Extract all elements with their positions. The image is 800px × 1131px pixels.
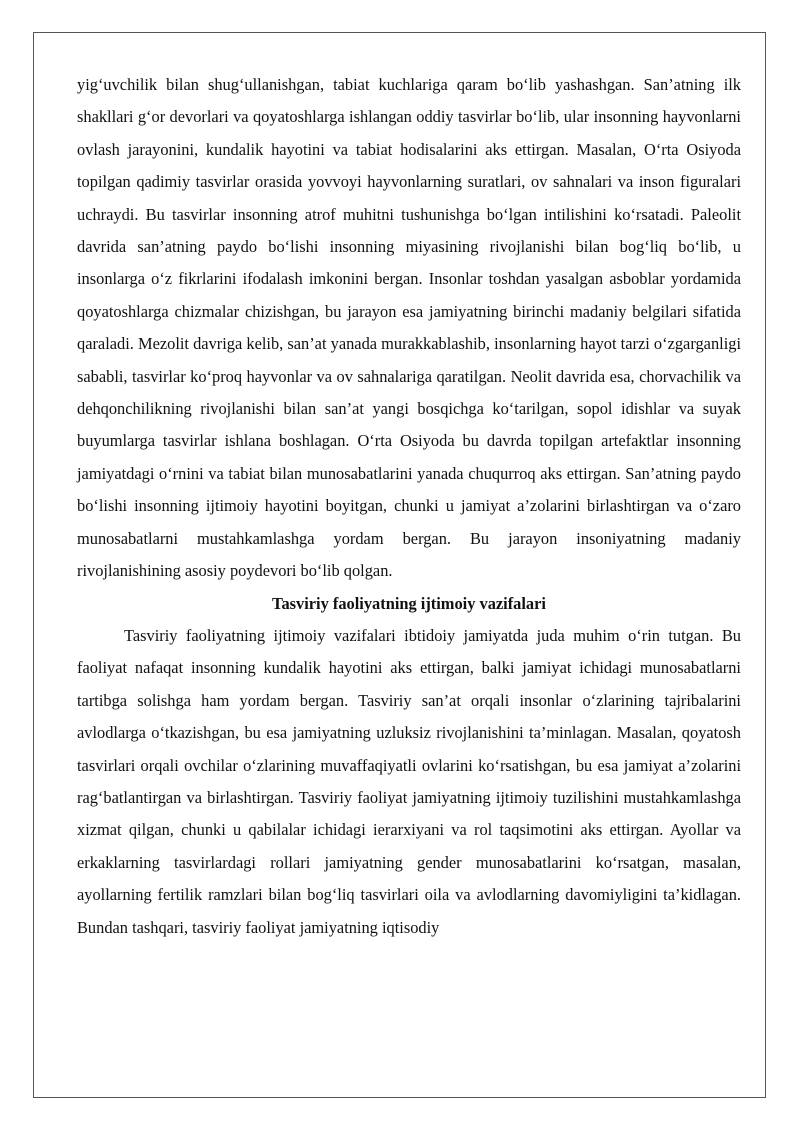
body-paragraph: Tasviriy faoliyatning ijtimoiy vazifalari ibtidoiy jamiyatda juda muhim o‘rin tutgan. Bu faoliyat nafaqat insonning kundalik hayotini aks ettirgan, balki jamiyat ichidagi munosabatlarni tartibga solishga ham yordam bergan. Tasviriy san’at orqali insonlar o‘zlarining tajribalarini avlodlarga o‘tkazishgan, bu esa jamiyatning uzluksiz rivojlanishini ta’minlagan. Masalan, qoyatosh tasvirlari orqali ovchilar o‘zlarining muvaffaqiyatli ovlarini ko‘rsatishgan, bu esa jamiyat a’zolarini rag‘batlantirgan va birlashtirgan. Tasviriy faoliyat jamiyatning ijtimoiy tuzilishini mustahkamlashga xizmat qilgan, chunki u qabilalar ichidagi ierarxiyani va rol taqsimotini aks ettirgan. Ayollar va erkaklarning tasvirlardagi rollari jamiyatning gender munosabatlarini ko‘rsatgan, masalan, ayollarning fertilik ramzlari bilan bog‘liq tasvirlari oila va avlodlarning davomiyligini ta’kidlagan. Bundan tashqari, tasviriy faoliyat jamiyatning iqtisodiy <box>77 625 741 937</box>
document-body <box>77 69 741 944</box>
body-paragraph: yig‘uvchilik bilan shug‘ullanishgan, tabiat kuchlariga qaram bo‘lib yashashgan. San’atning ilk shakllari g‘or devorlari va qoyatoshlarga ishlangan oddiy tasvirlar bo‘lib, ular insonning hayvonlarni ovlash jarayonini, kundalik hayotini va tabiat hodisalarini aks ettirgan. Masalan, O‘rta Osiyoda topilgan qadimiy tasvirlar orasida yovvoyi hayvonlarning suratlari, ov sahnalari va inson figuralari uchraydi. Bu tasvirlar insonning atrof muhitni tushunishga bo‘lgan intilishini ko‘rsatadi. Paleolit davrida san’atning paydo bo‘lishi insonning miyasining rivojlanishi bilan bog‘liq bo‘lib, u insonlarga o‘z fikrlarini ifodalash imkonini bergan. Insonlar toshdan yasalgan asboblar yordamida qoyatoshlarga chizmalar chizishgan, bu jarayon esa jamiyatning birinchi madaniy belgilari sifatida qaraladi. Mezolit davriga kelib, san’at yanada murakkablashib, insonlarning hayot tarzi o‘zgarganligi sababli, tasvirlar ko‘proq hayvonlar va ov sahnalariga qaratilgan. Neolit davrida esa, chorvachilik va dehqonchilikning rivojlanishi bilan san’at yangi bosqichga ko‘tarilgan, sopol idishlar va suyak buyumlarga tasvirlar ishlana boshlagan. O‘rta Osiyoda bu davrda topilgan artefaktlar insonning jamiyatdagi o‘rnini va tabiat bilan munosabatlarini yanada chuqurroq aks ettirgan. San’atning paydo bo‘lishi insonning ijtimoiy hayotini boyitgan, chunki u jamiyat a’zolarini birlashtirgan va o‘zaro munosabatlarni mustahkamlashga yordam bergan. Bu jarayon insoniyatning madaniy rivojlanishining asosiy poydevori bo‘lib qolgan. <box>77 75 741 581</box>
section-heading: Tasviriy faoliyatning ijtimoiy vazifalari <box>272 593 546 613</box>
